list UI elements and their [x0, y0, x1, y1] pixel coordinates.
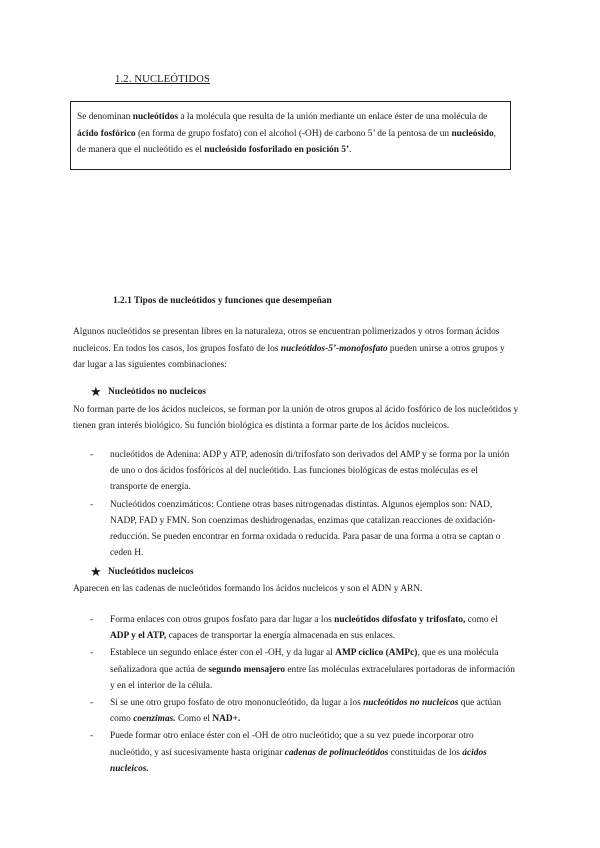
dash-bullet: - [90, 615, 94, 625]
list-item-text: Como el [175, 714, 213, 725]
list-item-text: como el [465, 615, 498, 625]
definition-text: . [349, 145, 352, 156]
dash-bullet: - [90, 450, 94, 460]
list-item-text: constituidas de los [388, 747, 463, 758]
definition-term-nucleotidos: nucleótidos [132, 112, 179, 122]
dash-bullet: - [90, 499, 94, 510]
term-acidos-nucleicos: ácidos nucleicos. [110, 747, 487, 774]
intro-text: Algunos nucleótidos se presentan libres en la naturaleza, otros se encuentran polimerizados y otros forman ácidos nucleicos. En todos los casos, los grupos fosfato de los [73, 327, 500, 354]
heading-nucleic-label: Nucleótidos nucleicos [108, 567, 194, 577]
intro-paragraph [73, 324, 518, 374]
list-item-text: Si se une otro grupo fosfato de otro mononucleótido, da lugar a los [110, 698, 364, 709]
intro-term-monofosfato: nucleótidos-5’-monofosfato [280, 343, 388, 354]
non-nucleic-paragraph: No forman parte de los ácidos nucleicos, se forman por la unión de otros grupos al ácido fosfórico de los nucleótidos y tienen gran interés biológico. Su función biológica es distinta a formar parte de los ácidos nucleicos. [73, 405, 519, 432]
list-item-text: , que es una molécula señalizadora que actúa de [110, 648, 499, 675]
definition-text: (en forma de grupo fosfato) con el alcohol (-OH) de carbono 5’ de la pentosa de un [135, 128, 452, 139]
list-item-text: Establece un segundo enlace éster con el -OH, y da lugar al [110, 648, 336, 659]
definition-box [70, 101, 511, 170]
term-adp-atp: ADP y el ATP, [110, 631, 167, 642]
list-item-text: entre las moléculas extracelulares portadoras de información y en el interior de la célula. [110, 664, 515, 691]
intro-text: pueden unirse a otros grupos y dar lugar a las siguientes combinaciones: [73, 343, 505, 370]
list-item [90, 447, 515, 496]
heading-non-nucleic [90, 384, 206, 399]
term-polinucleotidos: cadenas de polinucleótidos [284, 747, 389, 758]
list-item-text: capaces de transportar la energía almacenada en sus enlaces. [166, 631, 396, 642]
definition-term-nucleosido: nucleósido [451, 128, 494, 139]
list-item [90, 728, 515, 777]
term-ampc: AMP cíclico (AMPc) [335, 648, 418, 659]
list-item-text: nucleótidos de Adenina: ADP y ATP, adenosín di/trifosfato son derivados del AMP y se forma por la unión de uno o dos ácidos fosfóricos al del nucleótido. Las funciones biológicas de estas moléculas es el transporte de energía. [110, 450, 510, 493]
definition-term-acido-fosforico: ácido fosfórico [77, 128, 136, 139]
dash-bullet: - [90, 731, 94, 742]
list-item [90, 612, 515, 644]
non-nucleic-list [90, 447, 515, 562]
list-item-text: Forma enlaces con otros grupos fosfato para dar lugar a los [110, 615, 335, 625]
list-item-text: que actúan como [110, 698, 502, 725]
subsection-title: 1.2.1 Tipos de nucleótidos y funciones que desempeñan [113, 296, 332, 306]
definition-term-nucleosido-fosforilado: nucleósido fosforilado en posición 5’ [204, 145, 350, 156]
list-item [90, 497, 515, 562]
term-nad: NAD+. [212, 714, 241, 725]
heading-non-nucleic-label: Nucleótidos no nucleicos [108, 387, 206, 397]
star-icon: ★ [90, 384, 102, 399]
star-icon: ★ [90, 564, 102, 579]
list-item-text: Nucleótidos coenzimáticos: Contiene otras bases nitrogenadas distintas. Algunos ejemplos son: NAD, NADP, FAD y FMN. Son coenzimas deshidrogenadas, enzimas que catalizan reacciones de oxidación- reducción. Se pueden encontrar en forma oxidada o reducida. Para pasar de una forma a otra se captan o ceden H. [110, 499, 501, 559]
term-difosfato-trifosfato: nucleótidos difosfato y trifosfato, [334, 615, 466, 625]
dash-bullet: - [90, 648, 94, 659]
definition-text: Se denominan [77, 112, 133, 122]
definition-text: a la molécula que resulta de la unión mediante un enlace éster de una molécula de [178, 112, 488, 122]
nucleic-paragraph: Aparecen en las cadenas de nucleótidos formando los ácidos nucleicos y son el ADN y ARN. [73, 584, 423, 594]
heading-nucleic [90, 564, 194, 579]
term-segundo-mensajero: segundo mensajero [208, 664, 286, 675]
list-item [90, 695, 515, 727]
term-coenzimas: coenzimas. [133, 714, 176, 725]
section-title: 1.2. NUCLEÓTIDOS [115, 74, 211, 85]
definition-text: , de manera que el nucleótido es el [77, 128, 496, 156]
term-no-nucleicos: nucleótidos no nucleicos [363, 698, 459, 709]
nucleic-list [90, 612, 515, 778]
list-item [90, 645, 515, 694]
dash-bullet: - [90, 698, 94, 709]
list-item-text: Puede formar otro enlace éster con el -OH de otro nucleótido; que a su vez puede incorporar otro nucleótido, y así sucesivamente hasta originar [110, 731, 474, 758]
